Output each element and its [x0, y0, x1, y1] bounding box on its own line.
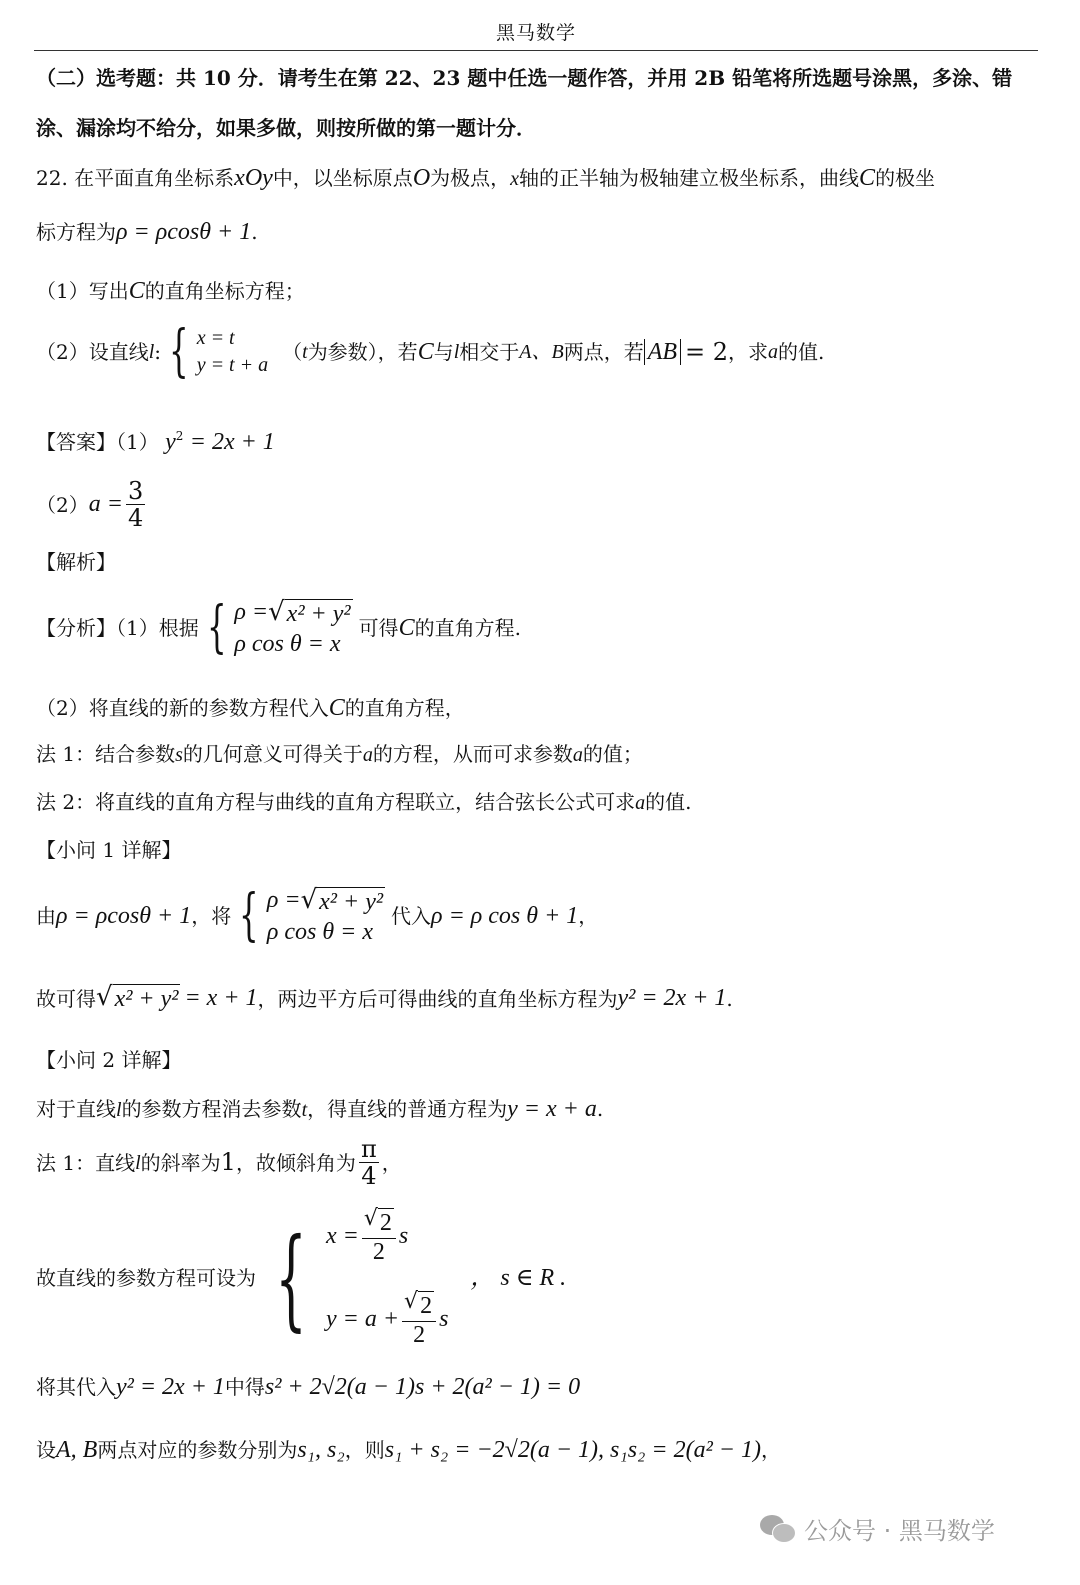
math: C: [128, 278, 145, 304]
text: ，得直线的普通方程为: [307, 1097, 508, 1121]
system-rows: [234, 596, 352, 661]
math: a: [768, 341, 779, 363]
math: C: [417, 338, 434, 365]
text: 的参数方程消去参数: [121, 1097, 302, 1121]
text: 的极坐: [875, 166, 936, 190]
text: 故直线的参数方程可设为: [36, 1266, 256, 1290]
text: 【分析】（1）根据: [36, 616, 199, 641]
text: 相交于: [459, 340, 520, 364]
sqrt: [268, 596, 352, 629]
polar-relation-system: [199, 596, 353, 661]
denominator: 4: [361, 1162, 377, 1191]
text: 与: [433, 340, 454, 364]
math: = x + 1: [184, 985, 258, 1012]
sqrt: [96, 984, 180, 1014]
analysis-2: [36, 694, 465, 723]
analysis-method1: [36, 742, 643, 767]
wechat-icon: [760, 1513, 798, 1543]
text: ，求: [728, 340, 769, 364]
left-brace: {: [239, 883, 259, 949]
math: y = x + a: [507, 1096, 597, 1122]
system-row: ρ cos θ = x: [234, 631, 341, 658]
math: x: [510, 168, 520, 190]
math: s: [439, 1306, 449, 1333]
system-rows: [326, 1208, 448, 1348]
text: 代入: [391, 904, 432, 929]
detail1-line1: [36, 884, 598, 949]
text: 可得: [358, 616, 399, 641]
math: a =: [88, 491, 123, 518]
math: O: [412, 165, 431, 191]
system-row: [234, 596, 352, 628]
math: ρ =: [266, 887, 301, 913]
numerator: [362, 1208, 396, 1239]
math: s: [175, 744, 183, 766]
text: ，: [760, 1438, 781, 1462]
section-instruction-line2: 涂、漏涂均不给分，如果多做，则按所做的第一题计分．: [36, 116, 536, 140]
text: ，则: [344, 1438, 385, 1462]
detail1-line2: [36, 984, 733, 1014]
text: 标方程为: [36, 220, 116, 244]
math: A, B: [56, 1437, 98, 1463]
denominator: 2: [413, 1321, 426, 1348]
text: ，: [578, 904, 599, 929]
fraction: [126, 478, 145, 532]
math: l: [116, 1099, 122, 1121]
math: ρ = ρ cos θ + 1: [431, 902, 579, 929]
text: 的值.: [645, 790, 692, 814]
fraction: [402, 1291, 436, 1348]
math: y² = 2x + 1: [617, 985, 727, 1012]
text: （: [282, 340, 303, 364]
math: 1: [220, 1148, 236, 1177]
radicand: x² + y²: [319, 888, 384, 915]
radical-sign: √: [268, 596, 285, 627]
fraction: [362, 1208, 396, 1265]
math: y: [165, 429, 176, 455]
text: :: [154, 340, 162, 364]
sqrt: [364, 1208, 394, 1238]
math: l: [135, 1151, 141, 1174]
question-2: [36, 319, 825, 384]
text: 法 2：将直线的直角方程与曲线的直角方程联立，结合弦长公式可求: [36, 790, 636, 814]
text: ，将: [191, 904, 232, 929]
text: 的斜率为: [140, 1150, 221, 1175]
text: 为极点，: [430, 166, 511, 190]
polar-relation-system: [231, 884, 385, 949]
denominator: 4: [127, 504, 144, 533]
wechat-watermark: [760, 1508, 1050, 1548]
detail1-label: 【小问 1 详解】: [36, 838, 182, 862]
radicand: 2: [420, 1293, 433, 1320]
text: 的方程，从而可求参数: [372, 742, 573, 766]
detail2-line1: [36, 1095, 603, 1124]
text: 的几何意义可得关于: [182, 742, 363, 766]
text: 法 1：直线: [36, 1150, 136, 1175]
answer-2: [36, 478, 148, 532]
vieta-relations: s₁ + s₂ = −2√2(a − 1), s₁s₂ = 2(a² − 1): [384, 1437, 761, 1463]
left-brace: {: [275, 1214, 307, 1342]
section-instruction-line1: （二）选考题：共 10 分．请考生在第 22、23 题中任选一题作答，并用 2B 铅笔将所选题号涂黑，多涂、错: [36, 66, 1013, 90]
analysis-1: [36, 596, 521, 661]
radical-sign: √: [404, 1289, 419, 1315]
math: y = a +: [326, 1306, 400, 1333]
system-rows: [197, 325, 268, 379]
math: C: [398, 614, 415, 641]
sqrt: [404, 1291, 434, 1321]
text: 轴的正半轴为极轴建立极坐标系，曲线: [519, 166, 860, 190]
text: .: [251, 220, 258, 244]
math: x =: [326, 1223, 359, 1250]
radicand: 2: [379, 1210, 392, 1236]
fraction: [359, 1136, 379, 1190]
sup: 2: [175, 429, 184, 443]
quadratic-equation: s² + 2√2(a − 1)s + 2(a² − 1) = 0: [264, 1374, 581, 1400]
new-parametric-system: [256, 1208, 448, 1348]
text: .: [596, 1097, 604, 1121]
text: 的直角方程，: [344, 696, 465, 720]
system-row: ρ cos θ = x: [266, 919, 374, 946]
answer-label: 【答案】（1）: [36, 430, 159, 454]
radicand: x² + y²: [114, 986, 179, 1012]
analysis-label: 【解析】: [36, 550, 116, 574]
text: （2）将直线的新的参数方程代入: [36, 696, 329, 720]
radical-sign: √: [300, 884, 318, 915]
detail2-vieta: [36, 1436, 781, 1465]
text: 故可得: [36, 986, 96, 1011]
numerator: π: [360, 1135, 377, 1163]
system-row: [326, 1291, 448, 1348]
math: s: [398, 1223, 409, 1250]
text: 的直角方程.: [414, 616, 521, 641]
polar-equation: ρ = ρcosθ + 1: [116, 219, 252, 245]
text: .: [726, 986, 733, 1011]
math: = 2: [685, 337, 729, 366]
text: 两点对应的参数分别为: [97, 1438, 298, 1462]
math: y² = 2x + 1: [116, 1374, 225, 1400]
denominator: 2: [372, 1238, 385, 1265]
text: 对于直线: [36, 1097, 116, 1121]
analysis-method2: [36, 790, 691, 815]
line-parametric-system: [161, 319, 269, 384]
page-header: [34, 18, 1038, 51]
math: a: [635, 792, 646, 814]
math: t: [302, 341, 308, 363]
text: （2）: [36, 492, 89, 517]
text: 中得: [224, 1375, 265, 1399]
problem-line1: [36, 164, 935, 193]
text: ，故倾斜角为: [235, 1150, 356, 1175]
system-row: [267, 884, 385, 916]
detail2-substitution: [36, 1373, 580, 1402]
text: ，: [381, 1150, 402, 1175]
text: 将其代入: [36, 1375, 116, 1399]
text: 在平面直角坐标系: [74, 166, 235, 190]
math: a: [362, 744, 373, 766]
left-brace: {: [169, 319, 189, 384]
problem-line2: [36, 218, 258, 247]
system-row: x = t: [196, 327, 235, 349]
text: 为参数），若: [307, 340, 418, 364]
numerator: 3: [127, 477, 144, 505]
text: （1）写出: [36, 279, 129, 303]
radicand: x² + y²: [286, 600, 351, 627]
sqrt: [300, 884, 385, 917]
math: ρ =: [234, 599, 269, 625]
text: 由: [36, 904, 56, 929]
detail2-method1: [36, 1136, 402, 1190]
text: 的直角坐标方程；: [144, 279, 305, 303]
math: A、B: [519, 341, 564, 363]
text: 法 1：结合参数: [36, 742, 176, 766]
math: a: [572, 744, 583, 766]
detail2-param-system: [36, 1208, 566, 1348]
question-1: [36, 277, 305, 306]
abs-ab: AB: [644, 339, 681, 365]
system-rows: [267, 884, 385, 949]
text: 中，以坐标原点: [272, 166, 413, 190]
math: l: [453, 341, 460, 363]
math: s₁, s₂: [297, 1437, 345, 1463]
watermark-text: 公众号 · 黑马数学: [804, 1516, 995, 1545]
header-title: 黑马数学: [495, 22, 576, 44]
left-brace: {: [206, 595, 227, 661]
text: 的值.: [778, 340, 825, 364]
problem-number: 22.: [36, 166, 68, 190]
radical-sign: √: [363, 1206, 378, 1231]
answer-1: [36, 428, 275, 457]
text: （2）设直线: [36, 340, 149, 364]
text: 的值；: [582, 742, 643, 766]
text: 设: [36, 1438, 56, 1462]
math: C: [859, 165, 876, 191]
radical-sign: √: [96, 982, 113, 1012]
system-row: y = t + a: [196, 354, 269, 376]
math: = 2x + 1: [189, 429, 275, 455]
system-row: [326, 1208, 448, 1265]
text: 两点，若: [563, 340, 644, 364]
detail2-label: 【小问 2 详解】: [36, 1048, 182, 1072]
math: ， s ∈ R .: [470, 1264, 567, 1291]
math: C: [328, 695, 345, 721]
numerator: [402, 1291, 436, 1322]
math: t: [301, 1099, 308, 1121]
math: l: [148, 341, 155, 363]
math: xOy: [234, 165, 273, 191]
text: ，两边平方后可得曲线的直角坐标方程为: [257, 986, 618, 1011]
math: ρ = ρcosθ + 1: [56, 902, 192, 929]
